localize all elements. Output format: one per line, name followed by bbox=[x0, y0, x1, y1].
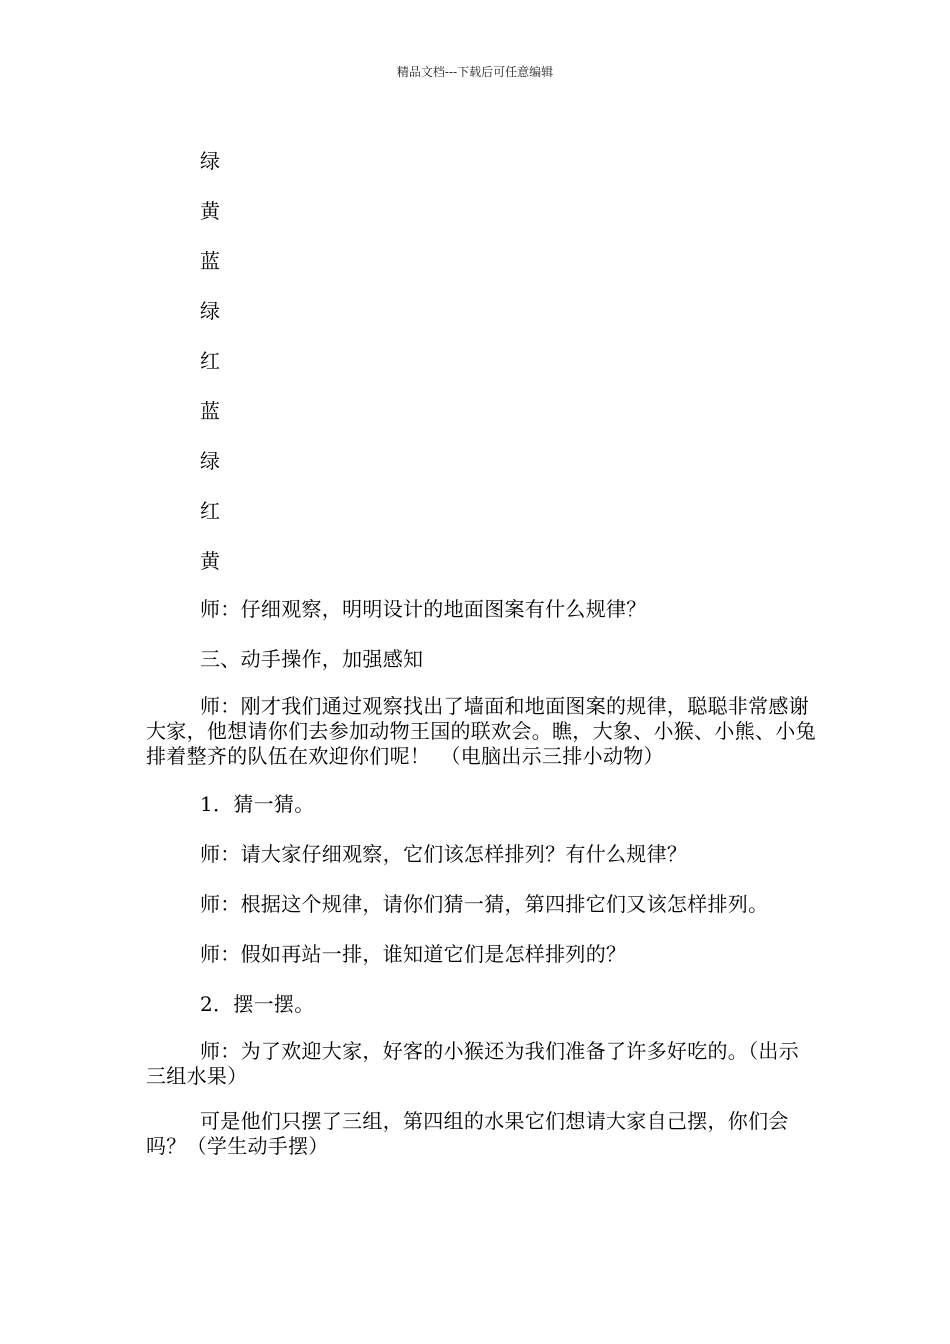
paragraph-guess: 师：根据这个规律，请你们猜一猜，第四排它们又该怎样排列。 bbox=[200, 892, 769, 916]
color-item-1: 绿 bbox=[200, 149, 220, 173]
page-header: 精品文档---下载后可任意编辑 bbox=[396, 65, 554, 79]
paragraph-question: 师：仔细观察，明明设计的地面图案有什么规律？ bbox=[200, 597, 647, 621]
step-heading-arrange: 2．摆一摆。 bbox=[200, 992, 315, 1016]
color-item-6: 蓝 bbox=[200, 399, 220, 423]
color-item-3: 蓝 bbox=[200, 249, 220, 273]
paragraph-fruit: 师：为了欢迎大家，好客的小猴还为我们准备了许多好吃的。（出示三组水果） bbox=[146, 1039, 799, 1088]
color-item-7: 绿 bbox=[200, 449, 220, 473]
section-heading: 三、动手操作，加强感知 bbox=[200, 647, 424, 671]
paragraph-intro: 师：刚才我们通过观察找出了墙面和地面图案的规律，聪聪非常感谢大家，他想请你们去参加动物王国的联欢会。瞧，大象、小猴、小熊、小兔排着整齐的队伍在欢迎你们呢！ （电脑出示三排小动物） bbox=[146, 694, 816, 768]
color-item-5: 红 bbox=[200, 349, 220, 373]
color-list bbox=[200, 146, 220, 596]
paragraph-observe: 师：请大家仔细观察，它们该怎样排列？有什么规律？ bbox=[200, 842, 688, 866]
paragraph-student-arrange: 可是他们只摆了三组，第四组的水果它们想请大家自己摆，你们会吗？（学生动手摆） bbox=[146, 1109, 789, 1158]
color-item-9: 黄 bbox=[200, 549, 220, 573]
color-item-2: 黄 bbox=[200, 199, 220, 223]
body-text bbox=[146, 594, 816, 1179]
paragraph-another-row: 师：假如再站一排，谁知道它们是怎样排列的？ bbox=[200, 942, 627, 966]
step-heading-guess: 1．猜一猜。 bbox=[200, 792, 315, 816]
color-item-8: 红 bbox=[200, 499, 220, 523]
color-item-4: 绿 bbox=[200, 299, 220, 323]
